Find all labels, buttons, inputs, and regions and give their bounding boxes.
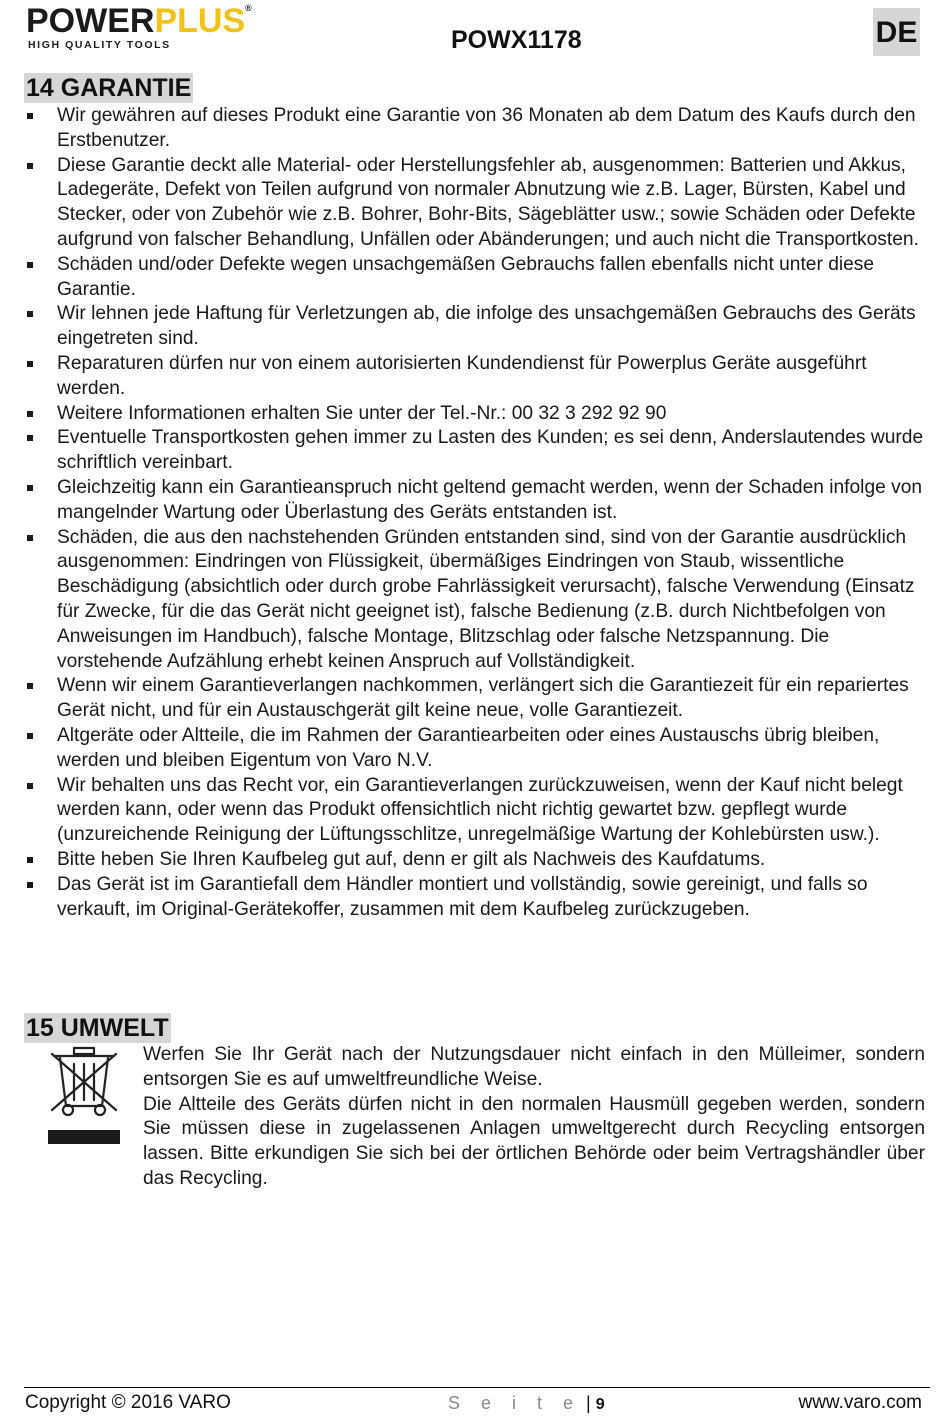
square-bullet-icon [27,262,33,268]
warranty-item-text: Wenn wir einem Garantieverlangen nachkommen, verlängert sich die Garantiezeit für ein repariertes Gerät nicht, und für ein Austauschgerät gilt keine neue, volle Garantiezeit. [57,675,909,722]
page-separator: | [581,1393,596,1413]
section-heading-umwelt: 15 UMWELT [26,1014,169,1042]
warranty-item-text: Schäden, die aus den nachstehenden Gründen entstanden sind, sind von der Garantie ausdrücklich ausgenommen: Eindringen von Flüssigkeit, übermäßiges Eindringen von Staub, wissentliche Beschädigung (absichtlich oder durch grobe Fahrlässigkeit verursacht), falsche Verwendung (Einsatz für Zwecke, für die das Gerät nicht geeignet ist), falsche Bedienung (z.B. durch Nichtbefolgen von Anweisungen im Handbuch), falsche Montage, Blitzschlag oder falsche Netzspannung. Die vorstehende Aufzählung erhebt keinen Anspruch auf Vollständigkeit. [57,526,915,672]
warranty-item-text: Bitte heben Sie Ihren Kaufbeleg gut auf, denn er gilt als Nachweis des Kaufdatums. [57,848,766,870]
warranty-item-text: Wir gewähren auf dieses Produkt eine Garantie von 36 Monaten ab dem Datum des Kaufs durch den Erstbenutzer. [57,105,916,151]
warranty-item-text: Reparaturen dürfen nur von einem autorisierten Kundendienst für Powerplus Geräte ausgeführt werden. [57,352,867,399]
square-bullet-icon [27,882,33,888]
warranty-list-item [24,476,930,526]
warranty-list-item [24,674,930,724]
footer-website-link[interactable]: www.varo.com [798,1392,922,1413]
warranty-list-item [24,724,930,774]
logo-accent-text: PLUS [154,2,246,40]
square-bullet-icon [27,733,33,739]
warranty-list-item [24,154,930,253]
warranty-item-text: Weitere Informationen erhalten Sie unter der Tel.-Nr.: 00 32 3 292 92 90 [57,402,667,424]
powerplus-logo [26,2,296,52]
page-label: S e i t e [448,1393,582,1413]
warranty-list-item [24,526,930,675]
warranty-item-text: Das Gerät ist im Garantiefall dem Händler montiert und vollständig, sowie gereinigt, und falls so verkauft, im Original-Gerätekoffer, zusammen mit dem Kaufbeleg zurückzugeben. [57,873,868,920]
warranty-list-item [24,253,930,303]
environment-paragraph: Die Altteile des Geräts dürfen nicht in den normalen Hausmüll gegeben werden, sondern Sie müssen diese in zugelassenen Anlagen umweltgerecht durch Recycling entsorgen lassen. Bitte erkundigen Sie sich bei der örtlichen Behörde oder beim Vertragshändler über das Recycling. [143,1093,925,1189]
environment-text [143,1043,925,1192]
square-bullet-icon [27,361,33,367]
bin-icon-graphic [44,1044,124,1154]
warranty-list-item [24,774,930,848]
page-number: 9 [595,1396,605,1413]
crossed-out-wheelie-bin-icon [44,1044,124,1154]
square-bullet-icon [27,783,33,789]
warranty-item-text: Eventuelle Transportkosten gehen immer zu Lasten des Kunden; es sei denn, Anderslautendes wurde schriftlich vereinbart. [57,427,924,474]
footer-page-indicator [448,1393,605,1414]
section-heading-garantie: 14 GARANTIE [26,74,192,102]
logo-registered-mark: ® [245,3,252,13]
warranty-list [24,104,930,922]
warranty-item-text: Schäden und/oder Defekte wegen unsachgemäßen Gebrauchs fallen ebenfalls nicht unter diese Garantie. [57,253,875,300]
warranty-item-text: Diese Garantie deckt alle Material- oder Herstellungsfehler ab, ausgenommen: Batterien und Akkus, Ladegeräte, Defekt von Teilen aufgrund von normaler Abnutzung wie z.B. Lager, Bürsten, Kabel und Stecker, oder von Zubehör wie z.B. Bohrer, Bohr-Bits, Sägeblätter usw.; sowie Schäden oder Defekte aufgrund von falscher Behandlung, Unfällen oder Abänderungen; und auch nicht die Transportkosten. [57,154,919,250]
language-badge: DE [873,8,920,56]
square-bullet-icon [27,163,33,169]
model-number: POWX1178 [451,26,582,54]
logo-wordmark [26,4,252,38]
footer-divider [24,1387,930,1388]
square-bullet-icon [27,411,33,417]
square-bullet-icon [27,857,33,863]
warranty-item-text: Wir lehnen jede Haftung für Verletzungen ab, die infolge des unsachgemäßen Gebrauchs des Geräts eingetreten sind. [57,303,916,350]
logo-main-text: POWER [26,2,155,40]
warranty-list-item [24,302,930,352]
logo-tagline: HIGH QUALITY TOOLS [28,39,171,51]
environment-paragraph: Werfen Sie Ihr Gerät nach der Nutzungsdauer nicht einfach in den Mülleimer, sondern entsorgen Sie es auf umweltfreundliche Weise. [143,1044,925,1090]
square-bullet-icon [27,311,33,317]
warranty-list-item [24,104,930,154]
warranty-list-item [24,426,930,476]
warranty-item-text: Wir behalten uns das Recht vor, ein Garantieverlangen zurückzuweisen, wenn der Kauf nicht belegt werden kann, oder wenn das Produkt offensichtlich nicht richtig gewartet bzw. gepflegt wurde (unzureichende Reinigung der Lüftungsschlitze, unregelmäßige Wartung der Kohlebürsten usw.). [57,774,903,846]
square-bullet-icon [27,535,33,541]
square-bullet-icon [27,113,33,119]
warranty-item-text: Gleichzeitig kann ein Garantieanspruch nicht geltend gemacht werden, wenn der Schaden infolge von mangelnder Wartung oder Überlastung des Geräts entstanden ist. [57,476,923,523]
square-bullet-icon [27,435,33,441]
square-bullet-icon [27,683,33,689]
warranty-list-item [24,848,930,873]
page-header [0,0,950,70]
warranty-list-item [24,873,930,923]
square-bullet-icon [27,485,33,491]
warranty-list-item [24,352,930,402]
warranty-item-text: Altgeräte oder Altteile, die im Rahmen der Garantiearbeiten oder eines Austauschs übrig bleiben, werden und bleiben Eigentum von Varo N.V. [57,724,880,771]
footer-copyright: Copyright © 2016 VARO [25,1392,231,1413]
warranty-list-item [24,402,930,427]
